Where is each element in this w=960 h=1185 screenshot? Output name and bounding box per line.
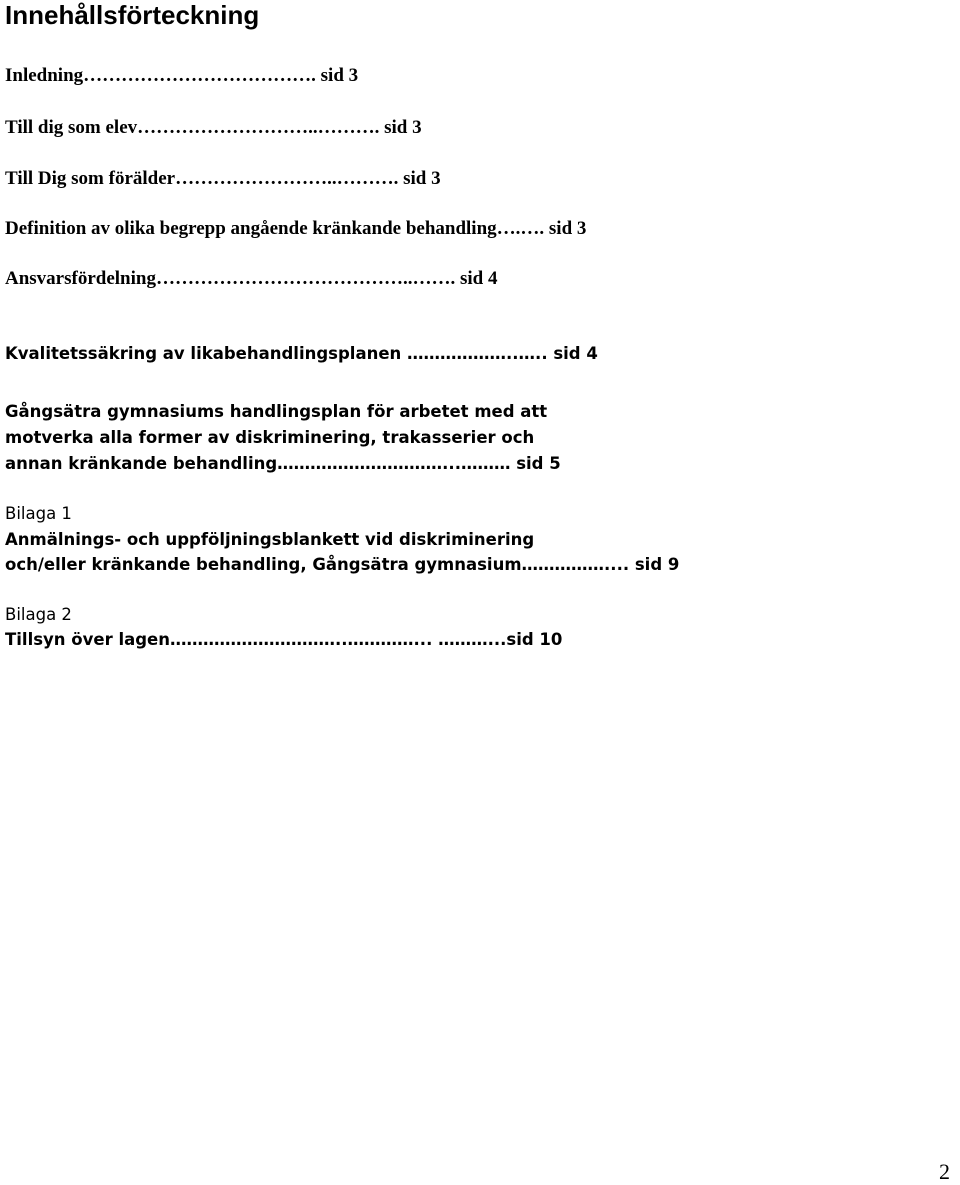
toc-entry-gangsatra-line-3: annan kränkande behandling…………………………...……… sid 5 bbox=[5, 454, 561, 473]
page-number: 2 bbox=[939, 1159, 950, 1184]
toc-entry-till-dig-som-elev: Till dig som elev………………………..………. sid 3 bbox=[5, 117, 422, 138]
toc-entry-bilaga-2-label: Bilaga 2 bbox=[5, 605, 72, 624]
toc-entry-inledning: Inledning………………………………. sid 3 bbox=[5, 65, 359, 86]
toc-entry-ansvarsfordelning: Ansvarsfördelning…………………………………..……. sid 4 bbox=[5, 268, 498, 289]
toc-entry-gangsatra-line-2: motverka alla former av diskriminering, trakasserier och bbox=[5, 428, 535, 447]
toc-entry-kvalitetssakring: Kvalitetssäkring av likabehandlingsplanen ………………..….. sid 4 bbox=[5, 344, 598, 363]
toc-entry-bilaga-1-label: Bilaga 1 bbox=[5, 504, 72, 523]
toc-entry-till-dig-som-foralder: Till Dig som förälder……………………..………. sid 3 bbox=[5, 168, 441, 189]
toc-entry-bilaga-1-line-2: och/eller kränkande behandling, Gångsätra gymnasium…………….... sid 9 bbox=[5, 555, 680, 574]
page-title: Innehållsförteckning bbox=[5, 0, 260, 30]
toc-entry-bilaga-1-line-1: Anmälnings- och uppföljningsblankett vid diskriminering bbox=[5, 530, 535, 549]
toc-entry-definition: Definition av olika begrepp angående kränkande behandling….…. sid 3 bbox=[5, 218, 587, 239]
toc-entry-bilaga-2-line-1: Tillsyn över lagen…………………………..…………... ………...sid 10 bbox=[5, 630, 563, 649]
toc-entry-gangsatra-line-1: Gångsätra gymnasiums handlingsplan för arbetet med att bbox=[5, 402, 548, 421]
